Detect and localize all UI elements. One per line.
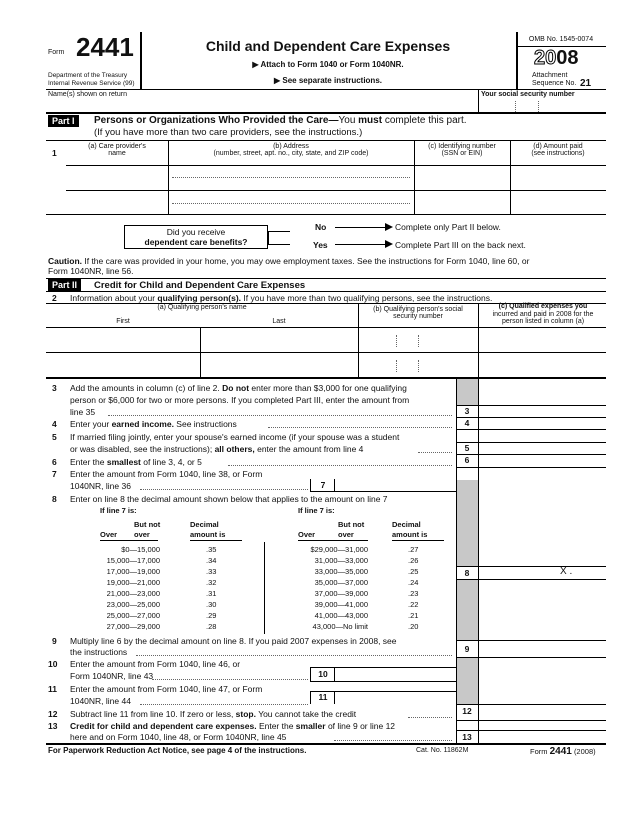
qualifying-row-1[interactable]: [46, 328, 606, 351]
rate-row: [294, 621, 418, 632]
line7-amount[interactable]: [335, 480, 455, 491]
col-a-text2: name: [108, 150, 126, 157]
income-range: 33,000—35,000: [314, 567, 368, 576]
decimal-amount: .25: [408, 567, 419, 576]
rate-row: [96, 610, 216, 621]
footer-year: (2008): [573, 747, 596, 756]
rate-row: [96, 577, 216, 588]
rate-table-left: [96, 544, 216, 632]
line3-text-c: enter more than $3,000 for one qualifying: [249, 383, 407, 393]
left-over: Over: [100, 530, 118, 539]
decimal-amount: .22: [408, 600, 419, 609]
decimal-amount: .32: [206, 578, 217, 587]
line3-amount[interactable]: [479, 406, 606, 417]
line11-box-label: 11: [318, 692, 328, 702]
rate-row: [294, 599, 418, 610]
ssn-label: Your social security number: [481, 91, 575, 98]
line1-number: 1: [52, 148, 57, 158]
dept-code: (99): [123, 80, 135, 87]
left-but-not: But not: [134, 520, 161, 529]
qual-col-c-text2: incurred and paid in 2008 for the: [492, 310, 594, 318]
part1-title-end: complete this part.: [382, 115, 467, 126]
line9-text-b: the instructions: [70, 647, 128, 657]
line3-number: 3: [52, 383, 57, 393]
line13-amount[interactable]: [479, 731, 606, 742]
line12-number: 12: [48, 709, 58, 719]
provider-row-1[interactable]: [66, 166, 606, 189]
income-range: 23,000—25,000: [106, 600, 160, 609]
line2-text-c: If you have more than two qualifying persons, see the instructions.: [241, 293, 493, 303]
line4-text-a: Enter your: [70, 419, 112, 429]
income-range: 41,000—43,000: [314, 611, 368, 620]
year-outline: 20: [534, 47, 557, 69]
no-option: No: [315, 222, 327, 232]
line5-text-b: or was disabled, see the instructions);: [70, 444, 215, 454]
line5-amount[interactable]: [479, 443, 606, 454]
left-over2: over: [134, 530, 150, 539]
sequence-number: 21: [580, 78, 592, 89]
line6-text: [70, 457, 202, 467]
line2-text-a: Information about your: [70, 293, 158, 303]
qual-col-c-text: (c) Qualified expenses you: [498, 303, 588, 310]
line6-amount[interactable]: [479, 455, 606, 466]
line13-text-e: here and on Form 1040, line 48, or Form 1040NR, line 45: [70, 732, 287, 742]
line9-text-a: Multiply line 6 by the decimal amount on line 8. If you paid 2007 expenses in 2008, see: [70, 636, 397, 646]
decimal-amount: .29: [206, 611, 217, 620]
decimal-amount: .26: [408, 556, 419, 565]
line8-decimal-value[interactable]: X .: [560, 566, 573, 577]
footer-form: [530, 746, 596, 757]
income-range: $0—15,000: [121, 545, 160, 554]
line13-text-b: Enter the: [256, 721, 296, 731]
decimal-amount: .35: [206, 545, 217, 554]
rate-row: [96, 621, 216, 632]
line9-number: 9: [52, 636, 57, 646]
line11-text-b: 1040NR, line 44: [70, 696, 131, 706]
income-range: $29,000—31,000: [310, 545, 368, 554]
line8-box-label: 8: [464, 568, 470, 578]
income-range: 31,000—33,000: [314, 556, 368, 565]
rate-row: [96, 555, 216, 566]
col-b-text2: (number, street, apt. no., city, state, and ZIP code): [213, 150, 369, 157]
income-range: 39,000—41,000: [314, 600, 368, 609]
rate-row: [294, 610, 418, 621]
qual-last: Last: [272, 318, 286, 325]
year-solid: 08: [556, 47, 579, 69]
rate-row: [294, 588, 418, 599]
line5-text-d: enter the amount from line 4: [254, 444, 364, 454]
line13-text: [70, 721, 395, 731]
line2-number: 2: [52, 293, 57, 303]
col-c-header: [414, 143, 510, 157]
rate-row: [294, 566, 418, 577]
line3-text: [70, 383, 407, 393]
irs: Internal Revenue Service: [48, 80, 121, 87]
line12-text: [70, 709, 356, 719]
caution-text: If the care was provided in your home, you may owe employment taxes. See the instructions for Form 1040, line 60, or: [82, 256, 530, 266]
line4-text: [70, 419, 237, 429]
qual-col-c-text3: person listed in column (a): [501, 318, 585, 325]
right-amount-is: amount is: [392, 530, 428, 539]
col-d-text2: (see instructions): [531, 150, 585, 157]
line13-text-a: Credit for child and dependent care expenses.: [70, 721, 257, 731]
line8-number: 8: [52, 494, 57, 504]
part2-tag: Part II: [48, 279, 81, 291]
sequence-label: Sequence No.: [532, 80, 577, 87]
name-field[interactable]: [48, 99, 476, 111]
see-instructions: ▶ See separate instructions.: [274, 76, 382, 85]
income-range: 35,000—37,000: [314, 578, 368, 587]
line4-amount[interactable]: [479, 418, 606, 429]
line4-text-b: earned income.: [111, 419, 174, 429]
yes-result: Complete Part III on the back next.: [395, 240, 526, 250]
line12-text-b: stop.: [235, 709, 256, 719]
col-d-header: [510, 143, 606, 157]
rate-row: [96, 544, 216, 555]
qual-col-c: [480, 303, 606, 326]
attachment-label: Attachment: [532, 72, 568, 79]
provider-row-2[interactable]: [66, 191, 606, 213]
part1-subtitle: (If you have more than two care providers, see the instructions.): [94, 127, 363, 138]
qual-col-b: [358, 306, 478, 320]
line11-number: 11: [48, 684, 57, 694]
line11-text-a: Enter the amount from Form 1040, line 47, or Form: [70, 684, 263, 694]
line4-text-c: See instructions: [173, 419, 237, 429]
line3-text-b: Do not: [222, 383, 250, 393]
income-range: 17,000—19,000: [106, 567, 160, 576]
line7-text-a: Enter the amount from Form 1040, line 38, or Form: [70, 469, 263, 479]
form-title: Child and Dependent Care Expenses: [205, 38, 451, 54]
line6-text-a: Enter the: [70, 457, 107, 467]
income-range: 19,000—21,000: [106, 578, 160, 587]
decimal-amount: .27: [408, 545, 419, 554]
line5-box-label: 5: [464, 443, 470, 453]
qual-first: First: [116, 318, 130, 325]
line4-box-label: 4: [464, 418, 470, 428]
qualifying-row-2[interactable]: [46, 353, 606, 376]
line12-box-label: 12: [462, 706, 472, 716]
line6-text-b: smallest: [106, 457, 141, 467]
qual-col-a: (a) Qualifying person's name: [157, 304, 247, 311]
line3-text-a: Add the amounts in column (c) of line 2.: [70, 383, 223, 393]
did-you-receive: Did you receive: [166, 227, 226, 237]
income-range: 37,000—39,000: [314, 589, 368, 598]
rate-row: [96, 566, 216, 577]
line13-text-c: smaller: [295, 721, 326, 731]
footer-form-word: Form: [530, 747, 548, 756]
col-c-text2: (SSN or EIN): [441, 150, 483, 157]
line2-text: [70, 293, 492, 303]
line9-amount[interactable]: [479, 641, 606, 656]
decimal-amount: .31: [206, 589, 217, 598]
part1-title: [94, 115, 467, 126]
decimal-amount: .34: [206, 556, 217, 565]
if-line7-right: If line 7 is:: [298, 506, 335, 515]
line5-text-a: If married filing jointly, enter your spouse's earned income (if your spouse was a student: [70, 432, 400, 442]
line13-number: 13: [48, 721, 58, 731]
line7-number: 7: [52, 469, 57, 479]
paperwork-notice: For Paperwork Reduction Act Notice, see page 4 of the instructions.: [48, 746, 307, 755]
line6-text-c: of line 3, 4, or 5: [140, 457, 202, 467]
form-label: Form: [48, 49, 65, 56]
line7-box-label: 7: [320, 480, 326, 490]
col-c-text: (c) Identifying number: [428, 143, 496, 150]
part1-title-rest: You: [338, 115, 359, 126]
line12-amount[interactable]: [479, 705, 606, 719]
col-a-text: (a) Care provider's: [88, 143, 146, 150]
right-over2: over: [338, 530, 354, 539]
line9-box-label: 9: [464, 644, 470, 654]
line12-text-a: Subtract line 11 from line 10. If zero or less,: [70, 709, 236, 719]
department: Department of the Treasury: [48, 72, 128, 79]
rate-row: [96, 599, 216, 610]
right-but-not: But not: [338, 520, 365, 529]
names-label: Name(s) shown on return: [48, 91, 127, 98]
tax-year: [534, 47, 579, 70]
income-range: 21,000—23,000: [106, 589, 160, 598]
line6-number: 6: [52, 457, 57, 467]
line13-box-label: 13: [462, 732, 472, 742]
left-amount-is: amount is: [190, 530, 226, 539]
line7-text-b: 1040NR, line 36: [70, 481, 131, 491]
omb-number: OMB No. 1545-0074: [528, 36, 594, 43]
col-b-text: (b) Address: [273, 143, 309, 150]
line10-amount[interactable]: [335, 668, 455, 680]
col-a-header: [66, 143, 168, 157]
line3-text-e: line 35: [70, 407, 96, 417]
qual-col-b-text2: security number: [393, 313, 443, 320]
rate-row: [96, 588, 216, 599]
decimal-amount: .33: [206, 567, 217, 576]
benefits-question-box: [124, 225, 268, 249]
rate-row: [294, 577, 418, 588]
decimal-amount: .20: [408, 622, 419, 631]
line11-amount[interactable]: [335, 692, 455, 703]
line2-text-b: qualifying person(s).: [157, 293, 242, 303]
cat-number: Cat. No. 11862M: [416, 747, 469, 754]
line8-text: Enter on line 8 the decimal amount shown below that applies to the amount on line 7: [70, 494, 388, 504]
col-b-header: [168, 143, 414, 157]
rate-table-right: [294, 544, 418, 632]
income-range: 43,000—No limit: [312, 622, 368, 631]
dependent-care-benefits: dependent care benefits?: [144, 237, 248, 247]
line3-box-label: 3: [464, 406, 470, 416]
decimal-amount: .28: [206, 622, 217, 631]
col-d-text: (d) Amount paid: [533, 143, 583, 150]
line4-number: 4: [52, 419, 57, 429]
income-range: 27,000—29,000: [106, 622, 160, 631]
line5-text-c: all others,: [214, 444, 255, 454]
decimal-amount: .21: [408, 611, 419, 620]
line12-text-c: You cannot take the credit: [255, 709, 357, 719]
footer-form-number: 2441: [549, 746, 572, 757]
left-decimal: Decimal: [190, 520, 219, 529]
line10-text-b: Form 1040NR, line 43: [70, 671, 154, 681]
rate-row: [294, 555, 418, 566]
decimal-amount: .30: [206, 600, 217, 609]
caution-label: Caution.: [48, 256, 82, 266]
line5-text: [70, 444, 363, 454]
part2-title: Credit for Child and Dependent Care Expenses: [94, 280, 306, 291]
yes-option: Yes: [313, 240, 328, 250]
line3-text-d: person or $6,000 for two or more persons. If you completed Part III, enter the amount from: [70, 395, 410, 405]
caution-text-2: Form 1040NR, line 56.: [48, 266, 134, 276]
decimal-amount: .23: [408, 589, 419, 598]
line10-number: 10: [48, 659, 58, 669]
right-decimal: Decimal: [392, 520, 421, 529]
attach-instruction: ▶ Attach to Form 1040 or Form 1040NR.: [252, 60, 404, 69]
no-result: Complete only Part II below.: [395, 222, 501, 232]
rate-row: [294, 544, 418, 555]
part1-title-bold: Persons or Organizations Who Provided the Care—: [94, 115, 339, 126]
part1-title-must: must: [358, 115, 383, 126]
form-number: 2441: [76, 32, 134, 62]
qual-col-b-text: (b) Qualifying person's social: [373, 306, 463, 313]
line13-text-d: of line 9 or line 12: [325, 721, 396, 731]
income-range: 25,000—27,000: [106, 611, 160, 620]
part1-tag: Part I: [48, 115, 79, 127]
income-range: 15,000—17,000: [106, 556, 160, 565]
ssn-field[interactable]: [481, 100, 603, 111]
caution: [48, 256, 529, 266]
line10-box-label: 10: [318, 669, 328, 679]
decimal-amount: .24: [408, 578, 419, 587]
line5-number: 5: [52, 432, 57, 442]
right-over: Over: [298, 530, 316, 539]
line10-text-a: Enter the amount from Form 1040, line 46, or: [70, 659, 241, 669]
if-line7-left: If line 7 is:: [100, 506, 137, 515]
line6-box-label: 6: [464, 455, 470, 465]
